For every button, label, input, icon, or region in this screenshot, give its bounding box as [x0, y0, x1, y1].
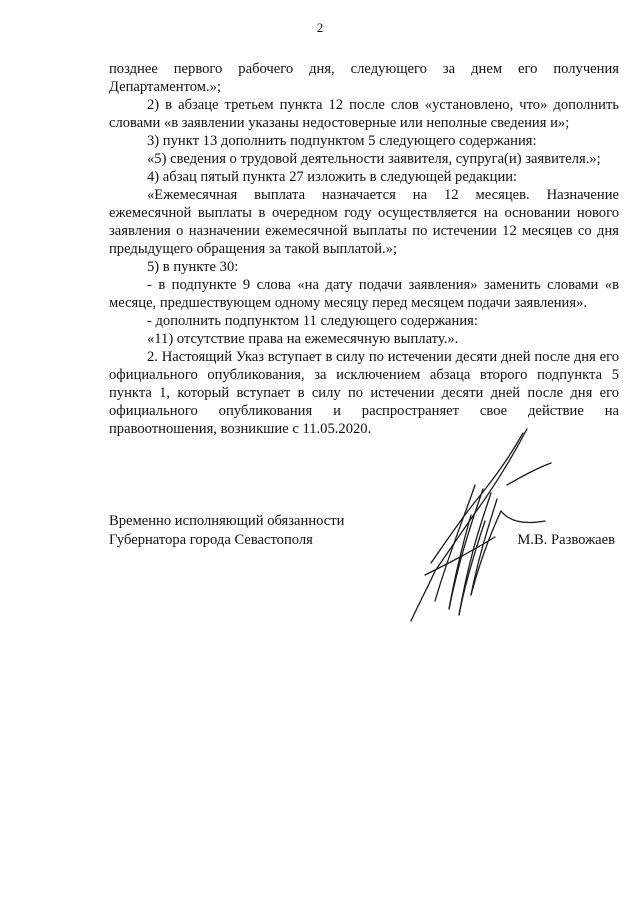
paragraph: - в подпункте 9 слова «на дату подачи заявления» заменить словами «в месяце, предшествующем одному месяцу перед месяцем подачи заявления».: [109, 277, 619, 311]
paragraph: 4) абзац пятый пункта 27 изложить в следующей редакции:: [147, 169, 518, 185]
paragraph: «11) отсутствие права на ежемесячную выплату.».: [147, 331, 459, 347]
document-body: [109, 60, 619, 438]
paragraph: 3) пункт 13 дополнить подпунктом 5 следующего содержания:: [147, 133, 537, 149]
paragraph: 5) в пункте 30:: [147, 259, 239, 275]
signer-title-line-1: Временно исполняющий обязанности: [109, 513, 345, 529]
paragraph: 2. Настоящий Указ вступает в силу по истечении десяти дней после дня его официального опубликования, за исключением абзаца второго подпункта 5 пункта 1, который вступает в силу по истечении десяти дней после дня его официального опубликования и распространяет свое действие на правоотношения, возникшие с 11.05.2020.: [109, 349, 619, 437]
paragraph: - дополнить подпунктом 11 следующего содержания:: [147, 313, 478, 329]
paragraph: «Ежемесячная выплата назначается на 12 месяцев. Назначение ежемесячной выплаты в очередном году осуществляется на основании нового заявления о назначении ежемесячной выплаты по истечении 12 месяцев со дня предыдущего обращения за такой выплатой.»;: [109, 187, 619, 257]
signer-name: М.В. Развожаев: [517, 532, 615, 548]
paragraph: 2) в абзаце третьем пункта 12 после слов «установлено, что» дополнить словами «в заявлении указаны недостоверные или неполные сведения и»;: [109, 97, 619, 131]
signer-title-line-2: Губернатора города Севастополя: [109, 532, 313, 548]
handwritten-signature: [405, 425, 555, 625]
page-number: 2: [316, 20, 324, 35]
paragraph: позднее первого рабочего дня, следующего за днем его получения Департаментом.»;: [109, 61, 619, 95]
paragraph: «5) сведения о трудовой деятельности заявителя, супруга(и) заявителя.»;: [147, 151, 601, 167]
